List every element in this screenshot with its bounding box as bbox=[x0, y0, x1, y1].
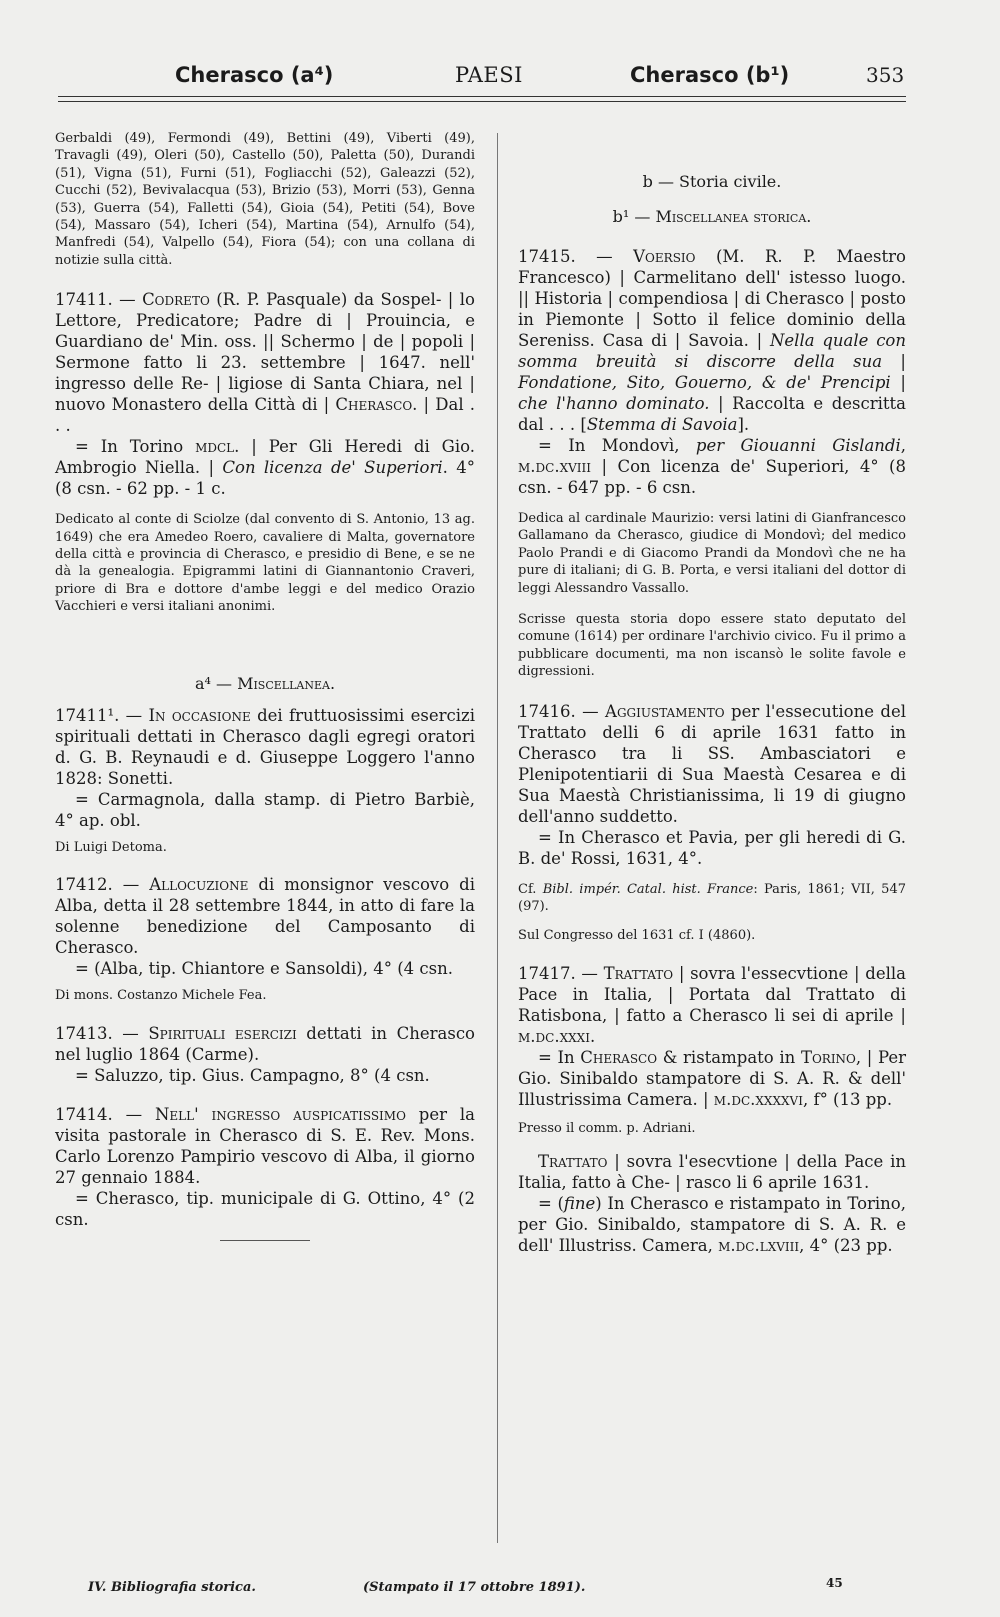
entry-17417-note: Presso il comm. p. Adriani. bbox=[518, 1120, 696, 1136]
entry-number: 17416. — bbox=[518, 701, 606, 721]
entry-subtitle: Nella quale con somma breuità si discorre della sua bbox=[518, 331, 906, 371]
running-head-right: Cherasco (b¹) bbox=[630, 63, 790, 87]
entry-title-end: . | Dal . . . bbox=[55, 395, 475, 436]
entry-number: 17415. — bbox=[518, 247, 634, 266]
column-divider bbox=[497, 133, 498, 1543]
entry-17414-text bbox=[55, 1104, 475, 1188]
entry-17417-text bbox=[518, 963, 906, 1047]
entry-number: 17411¹. — bbox=[55, 705, 149, 725]
entry-17411-1 bbox=[55, 705, 475, 856]
imprint-printer: per Giouanni Gislandi bbox=[695, 436, 901, 455]
entry-17416-text bbox=[518, 701, 906, 827]
entry-17411-1-imprint: = Carmagnola, dalla stamp. di Pietro Barbiè, 4° ap. obl. bbox=[55, 789, 475, 830]
separator: | bbox=[890, 373, 906, 392]
running-head-left: Cherasco (a⁴) bbox=[175, 63, 334, 87]
entry-title-lead: Allocuzione bbox=[149, 875, 249, 895]
entry-title-lead: In occasione bbox=[148, 705, 251, 725]
entry-17412-note: Di mons. Costanzo Michele Fea. bbox=[55, 988, 267, 1004]
variant-title: | sovra l'esecvtione | della Pace in Italia, fatto à Che- | rasco li 6 aprile 1631. bbox=[518, 1152, 906, 1193]
section-label: b¹ — bbox=[612, 207, 656, 226]
entry-number: 17412. — bbox=[55, 875, 150, 895]
bracket-close: ]. bbox=[737, 415, 750, 434]
section-title: Miscellanea storica. bbox=[655, 207, 812, 226]
period: . bbox=[589, 1026, 596, 1046]
entry-subtitle-3: che l'hanno dominato. bbox=[518, 394, 710, 413]
entry-17412-imprint: = (Alba, tip. Chiantore e Sansoldi), 4° (4 csn. bbox=[75, 959, 453, 979]
entry-author: Codreto bbox=[142, 290, 210, 310]
imprint-year: mdcl bbox=[195, 437, 235, 457]
entry-17415-text bbox=[518, 246, 906, 435]
footer-signature: IV. Bibliografia storica. bbox=[88, 1580, 256, 1595]
header-rule-bottom bbox=[58, 101, 906, 102]
entry-title: per l'essecutione del Trattato delli 6 di aprile 1631 fatto in Cherasco tra li SS. Ambasciatori e Plenipotentiarii di Sua Maestà Cesarea e di Sua Maestà Christianissima, li 19 di giugno dell'anno suddetto. bbox=[518, 701, 906, 826]
entry-title: | sovra l'essecvtione | della Pace in Italia, | Portata dal Trattato di Ratisbona, | fatto a Cherasco li sei di aprile | bbox=[518, 963, 906, 1025]
entry-17415 bbox=[518, 246, 906, 681]
right-column bbox=[518, 130, 906, 1256]
section-heading-a4 bbox=[55, 674, 475, 693]
imprint-place: Cherasco bbox=[580, 1047, 658, 1067]
entry-17417-variant bbox=[518, 1151, 906, 1193]
entry-title: dettati in Cherasco nel luglio 1864 (Carme). bbox=[55, 1023, 475, 1064]
imprint-place: = In Torino bbox=[75, 437, 196, 457]
note-reference: Bibl. impér. Catal. hist. France bbox=[542, 881, 754, 897]
entry-number: 17417. — bbox=[518, 963, 604, 983]
imprint-place: = In Mondovì, bbox=[538, 436, 696, 455]
section-heading-b: b — Storia civile. bbox=[642, 172, 782, 191]
left-column bbox=[55, 130, 475, 1241]
footer-print-date: (Stampato il 17 ottobre 1891). bbox=[363, 1580, 586, 1595]
entry-title-lead: Spirituali esercizi bbox=[148, 1023, 297, 1043]
entry-place-name: Cherasco bbox=[335, 395, 413, 415]
entry-17413-text bbox=[55, 1023, 475, 1065]
entry-title: di monsignor vescovo di Alba, detta il 28 settembre 1844, in atto di fare la solenne benedizione del Camposanto di Cherasco. bbox=[55, 875, 475, 958]
imprint-collation: , 4° (23 pp. bbox=[799, 1236, 893, 1256]
entry-17415-note-2: Scrisse questa storia dopo essere stato deputato del comune (1614) per ordinare l'archivio civico. Fu il primo a pubblicare documenti, ma non iscansò le solite favole e digressioni. bbox=[518, 612, 906, 680]
entry-title-end: | Raccolta e descritta dal . . . [ bbox=[518, 394, 906, 434]
imprint-year: m.dc.xviii bbox=[518, 457, 592, 476]
imprint-prefix: = In bbox=[538, 1047, 581, 1067]
entry-17411-1-text bbox=[55, 705, 475, 789]
note-prefix: Cf. bbox=[518, 881, 543, 897]
entry-17414-imprint: = Cherasco, tip. municipale di G. Ottino, 4° (2 csn. bbox=[55, 1188, 475, 1229]
entry-17413-imprint: = Saluzzo, tip. Gius. Campagno, 8° (4 csn. bbox=[75, 1065, 430, 1085]
entry-year: m.dc.xxxi bbox=[518, 1026, 590, 1046]
imprint-printer: . | Per Gli Heredi di Gio. Ambrogio Niella. | bbox=[55, 437, 475, 478]
entry-17411-text bbox=[55, 289, 475, 436]
entry-17411-1-note: Di Luigi Detoma. bbox=[55, 839, 167, 855]
entry-17416-note-2: Sul Congresso del 1631 cf. I (4860). bbox=[518, 928, 756, 944]
section-label: a⁴ — bbox=[194, 673, 238, 693]
imprint-text: ) In Cherasco e ristampato in Torino, per Gio. Sinibaldo, stampatore di S. A. R. e dell' Illustriss. Camera, bbox=[518, 1194, 906, 1256]
footer-sheet-number: 45 bbox=[826, 1576, 843, 1590]
entry-author: Voersio bbox=[633, 247, 696, 266]
entry-17411 bbox=[55, 289, 475, 615]
entry-17415-imprint bbox=[518, 435, 906, 498]
page-number: 353 bbox=[866, 63, 905, 87]
entry-17417 bbox=[518, 963, 906, 1256]
entry-17416-imprint: = In Cherasco et Pavia, per gli heredi di G. B. de' Rossi, 1631, 4°. bbox=[518, 827, 906, 868]
imprint-collation: | Con licenza de' Superiori, 4° (8 csn. - 647 pp. - 6 csn. bbox=[518, 457, 906, 497]
separator: | bbox=[882, 352, 906, 371]
variant-title-lead: Trattato bbox=[538, 1152, 608, 1172]
entry-17416-note-1 bbox=[518, 881, 906, 916]
entry-title-lead: Aggiustamento bbox=[605, 701, 725, 721]
imprint-collation: . 4° (8 csn. - 62 pp. - 1 c. bbox=[55, 458, 475, 499]
entry-17411-imprint bbox=[55, 436, 475, 499]
entry-subtitle-2: Fondatione, Sito, Gouerno, & de' Prencipi bbox=[518, 373, 891, 392]
entry-title: (R. P. Pasquale) da Sospel- | lo Lettore, Predicatore; Padre di | Prouincia, e Guardiano de' Min. oss. || Schermo | de | popoli | Sermone fatto li 23. settembre | 1647. nell' ingresso delle Re- | ligiose di Santa Chiara, nel | nuovo Monastero della Città di | bbox=[55, 290, 475, 415]
section-heading-b1 bbox=[518, 207, 906, 226]
entry-number: 17414. — bbox=[55, 1104, 155, 1124]
entry-17412 bbox=[55, 874, 475, 1004]
entry-title: (M. R. P. Maestro Francesco) | Carmelitano dell' istesso luogo. || Historia | compendiosa | di Cherasco | posto in Piemonte | Sotto il felice dominio della Sereniss. Casa di | Savoia. | bbox=[518, 247, 906, 350]
entry-17411-note: Dedicato al conte di Sciolze (dal convento di S. Antonio, 13 ag. 1649) che era Amedeo Roero, cavaliere di Malta, governatore della città e provincia di Cherasco, e presidio di Bene, e se ne dà la genealogia. Epigrammi latini di Giannantonio Craveri, priore di Bra e dottore d'ambe leggi e del medico Orazio Vacchieri e versi italiani anonimi. bbox=[55, 512, 475, 615]
entry-device: Stemma di Savoia bbox=[586, 415, 738, 434]
entry-17413 bbox=[55, 1023, 475, 1086]
imprint-place-2: Torino bbox=[800, 1047, 856, 1067]
imprint-year: m.dc.xxxxvi bbox=[713, 1089, 803, 1109]
entry-number: 17413. — bbox=[55, 1023, 149, 1043]
entry-title-lead: Trattato bbox=[603, 963, 674, 983]
imprint-prefix: = ( bbox=[538, 1194, 564, 1214]
running-head-center: PAESI bbox=[455, 63, 523, 87]
entry-17417-variant-imprint bbox=[518, 1193, 906, 1256]
entry-17412-text bbox=[55, 874, 475, 958]
entry-title: per la visita pastorale in Cherasco di S. E. Rev. Mons. Carlo Lorenzo Pampirio vescovo di Alba, il giorno 27 gennaio 1884. bbox=[55, 1104, 475, 1187]
entry-title: dei fruttuosissimi esercizi spirituali dettati in Cherasco dagli egregi oratori d. G. B. Reynaudi e d. Giuseppe Loggero l'anno 1828: Sonetti. bbox=[55, 705, 475, 788]
intro-paragraph: Gerbaldi (49), Fermondi (49), Bettini (49), Viberti (49), Travagli (49), Oleri (50), Castello (50), Paletta (50), Durandi (51), Vigna (51), Furni (51), Fogliacchi (52), Galeazzi (52), Cucchi (52), Bevivalacqua (53), Brizio (53), Morri (53), Genna (53), Guerra (54), Falletti (54), Gioia (54), Petiti (54), Bove (54), Massaro (54), Icheri (54), Martina (54), Arnulfo (54), Manfredi (54), Valpello (54), Fiora (54); con una collana di notizie sulla città. bbox=[55, 131, 475, 268]
section-title: Miscellanea. bbox=[237, 673, 336, 693]
entry-17415-note-1: Dedica al cardinale Maurizio: versi latini di Gianfrancesco Gallamano da Cherasco, giudice di Mondovì; del medico Paolo Prandi e di Giacomo Prandi da Mondovì che ne ha pure di italiani; di G. B. Porta, e versi italiani del dottor di leggi Alessandro Vassallo. bbox=[518, 511, 906, 596]
imprint-licence: Con licenza de' Superiori bbox=[222, 458, 443, 478]
imprint-collation: , f° (13 pp. bbox=[802, 1089, 893, 1109]
imprint-mid: & ristampato in bbox=[657, 1047, 801, 1067]
entry-17414 bbox=[55, 1104, 475, 1230]
imprint-year: m.dc.lxviii bbox=[718, 1236, 800, 1256]
header-rule-top bbox=[58, 96, 906, 97]
imprint-printer: , | Per Gio. Sinibaldo stampatore di S. A. R. & dell' Illustrissima Camera. | bbox=[518, 1047, 907, 1109]
separator: , bbox=[900, 436, 906, 455]
imprint-fine: fine bbox=[563, 1194, 596, 1214]
entry-17417-imprint bbox=[518, 1047, 906, 1110]
entry-17416 bbox=[518, 701, 906, 945]
note-suffix: : Paris, 1861; VII, 547 (97). bbox=[518, 881, 906, 915]
entry-number: 17411. — bbox=[55, 290, 143, 310]
entry-title-lead: Nell' ingresso auspicatissimo bbox=[154, 1104, 406, 1124]
end-rule bbox=[220, 1240, 310, 1241]
